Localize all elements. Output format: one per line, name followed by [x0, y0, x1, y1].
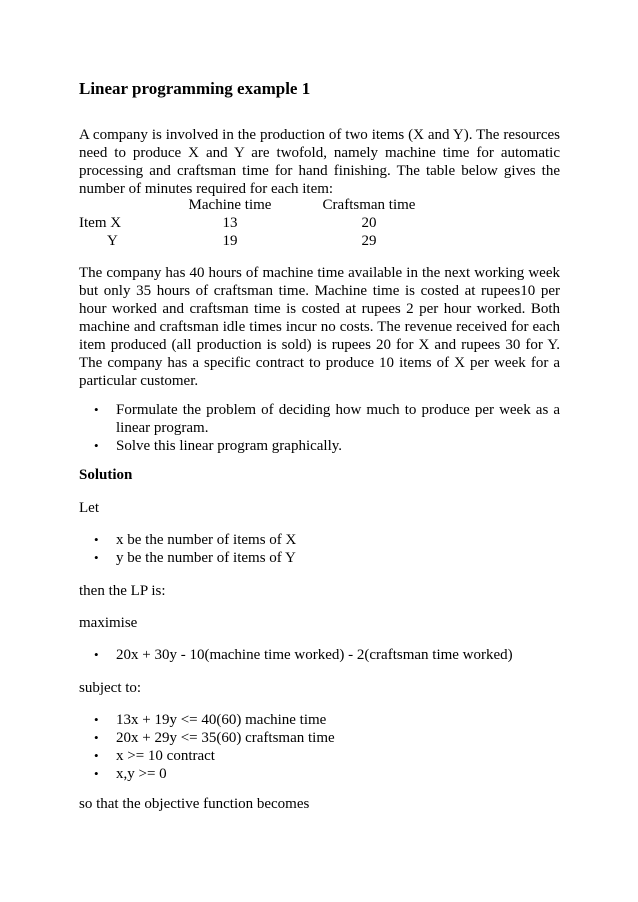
table-header-craftsman: Craftsman time [322, 197, 416, 213]
intro-line: processing and craftsman time for hand finishing. The table below gives the [79, 163, 560, 179]
minutes-table [79, 196, 560, 250]
constraint-list [79, 711, 560, 783]
list-item [79, 765, 560, 783]
bullet-icon: • [94, 402, 99, 417]
table-row-label: Item X [79, 215, 122, 231]
bullet-icon: • [94, 766, 99, 781]
page-title: Linear programming example 1 [79, 79, 311, 98]
body-line: item produced (all production is sold) is rupees 20 for X and rupees 30 for Y. [79, 337, 560, 353]
bullet-icon: • [94, 647, 99, 662]
bullet-icon: • [94, 712, 99, 727]
task-list [79, 401, 560, 455]
body-line: machine and craftsman idle times incur no costs. The revenue received for each [79, 319, 560, 335]
table-cell-machine: 19 [222, 233, 238, 249]
list-item [79, 401, 560, 437]
variable-list [79, 531, 560, 567]
body-line: hour worked and craftsman time is costed at rupees 2 per hour worked. Both [79, 301, 560, 317]
table-cell-machine: 13 [222, 215, 238, 231]
bullet-icon: • [94, 550, 99, 565]
intro-line: A company is involved in the production of two items (X and Y). The resources [79, 127, 560, 143]
list-item [79, 437, 560, 455]
closing-text: so that the objective function becomes [79, 796, 310, 812]
then-text: then the LP is: [79, 583, 166, 599]
table-header-machine: Machine time [188, 197, 272, 213]
list-item [79, 531, 560, 549]
body-line: particular customer. [79, 373, 199, 389]
bullet-icon: • [94, 730, 99, 745]
list-item [79, 646, 560, 664]
intro-paragraph [79, 126, 560, 198]
solution-heading: Solution [79, 467, 133, 483]
task-line: Formulate the problem of deciding how much to produce per week as a [116, 402, 560, 418]
constraint: x >= 10 contract [116, 748, 215, 764]
list-item [79, 549, 560, 567]
task-line: Solve this linear program graphically. [116, 438, 343, 454]
maximise-text: maximise [79, 615, 138, 631]
table-cell-craftsman: 29 [361, 233, 377, 249]
bullet-icon: • [94, 748, 99, 763]
objective-function: 20x + 30y - 10(machine time worked) - 2(craftsman time worked) [116, 647, 513, 663]
list-item [79, 711, 560, 729]
let-text: Let [79, 500, 99, 516]
variable-definition: y be the number of items of Y [116, 550, 296, 566]
constraint: 13x + 19y <= 40(60) machine time [116, 712, 327, 728]
body-line: but only 35 hours of craftsman time. Machine time is costed at rupees10 per [79, 283, 560, 299]
intro-line: need to produce X and Y are twofold, namely machine time for automatic [79, 145, 560, 161]
bullet-icon: • [94, 438, 99, 453]
bullet-icon: • [94, 532, 99, 547]
intro-line: number of minutes required for each item: [79, 181, 334, 197]
list-item [79, 747, 560, 765]
body-line: The company has a specific contract to produce 10 items of X per week for a [79, 355, 560, 371]
constraint: 20x + 29y <= 35(60) craftsman time [116, 730, 335, 746]
table-cell-craftsman: 20 [361, 215, 377, 231]
list-item [79, 729, 560, 747]
task-line: linear program. [116, 420, 209, 436]
body-line: The company has 40 hours of machine time available in the next working week [79, 265, 560, 281]
variable-definition: x be the number of items of X [116, 532, 297, 548]
constraint: x,y >= 0 [116, 766, 167, 782]
problem-paragraph [79, 264, 560, 390]
objective-list [79, 646, 560, 664]
table-row-label: Y [107, 233, 118, 249]
subject-to-text: subject to: [79, 680, 142, 696]
